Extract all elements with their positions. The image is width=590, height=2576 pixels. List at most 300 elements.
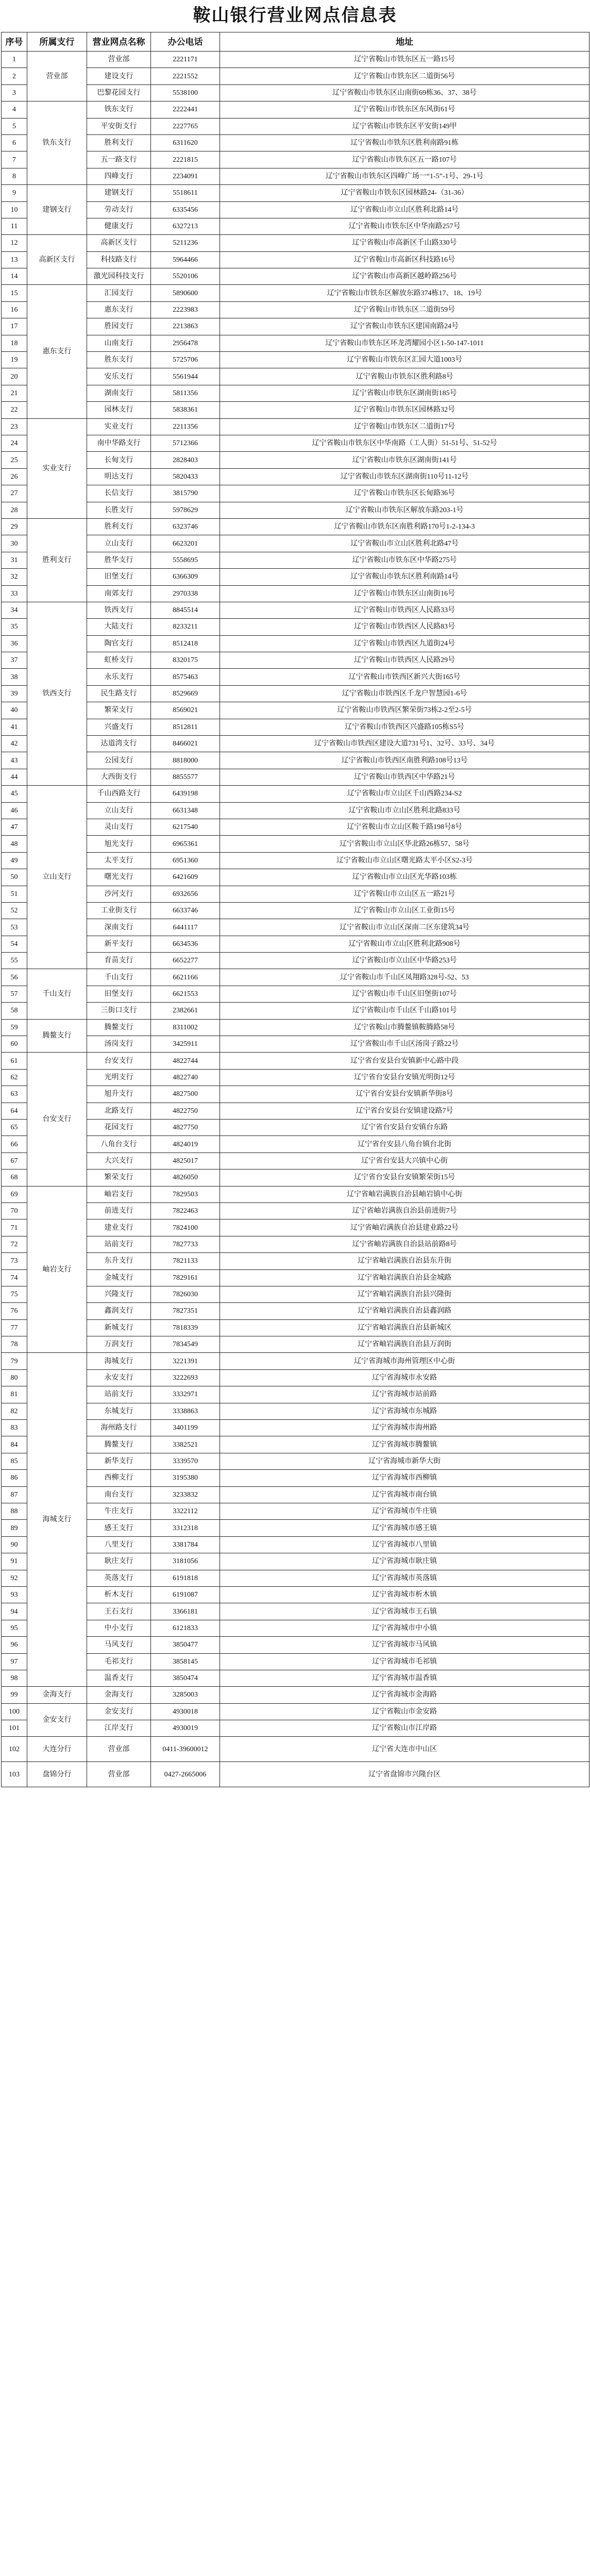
cell-outlet: 王石支行 — [87, 1603, 151, 1620]
cell-address: 辽宁省海城市中小镇 — [220, 1620, 589, 1636]
cell-outlet: 五一路支行 — [87, 151, 151, 168]
table-row — [2, 52, 589, 68]
cell-outlet: 建业支行 — [87, 1219, 151, 1236]
cell-seq: 45 — [2, 786, 27, 802]
cell-address: 辽宁省岫岩满族自治县东升街 — [220, 1253, 589, 1269]
cell-outlet: 胜华支行 — [87, 552, 151, 568]
cell-address: 辽宁省鞍山市铁西区建设大道731号1、32号、33号、34号 — [220, 736, 589, 752]
table-row — [2, 752, 589, 769]
cell-address: 辽宁省海城市新华大街 — [220, 1453, 589, 1469]
cell-phone: 8569021 — [151, 702, 220, 719]
table-row — [2, 1603, 589, 1620]
table-row — [2, 1762, 589, 1787]
cell-phone: 8818000 — [151, 752, 220, 769]
table-row — [2, 1269, 589, 1286]
cell-phone: 8233211 — [151, 619, 220, 635]
cell-outlet: 陶官支行 — [87, 635, 151, 652]
cell-outlet: 激光园科技支行 — [87, 268, 151, 285]
cell-phone: 3181056 — [151, 1553, 220, 1570]
cell-address: 辽宁省鞍山市铁西区九道街24号 — [220, 635, 589, 652]
cell-outlet: 万润支行 — [87, 1336, 151, 1353]
cell-phone: 3815790 — [151, 485, 220, 502]
table-row — [2, 936, 589, 952]
table-row — [2, 919, 589, 936]
cell-address: 辽宁省鞍山市铁东区中华南路（工人街）51-51号、51-52号 — [220, 435, 589, 451]
cell-phone: 0411-39600012 — [151, 1737, 220, 1762]
cell-outlet: 铁西支行 — [87, 602, 151, 618]
cell-seq: 91 — [2, 1553, 27, 1570]
table-row — [2, 218, 589, 234]
table-row — [2, 635, 589, 652]
cell-outlet: 东城支行 — [87, 1403, 151, 1419]
cell-seq: 27 — [2, 485, 27, 502]
cell-branch: 立山支行 — [27, 786, 87, 969]
cell-outlet: 大西街支行 — [87, 769, 151, 785]
cell-branch: 岫岩支行 — [27, 1186, 87, 1353]
cell-seq: 72 — [2, 1236, 27, 1252]
cell-address: 辽宁省鞍山市铁东区长甸路36号 — [220, 485, 589, 502]
cell-seq: 56 — [2, 969, 27, 986]
cell-seq: 9 — [2, 185, 27, 201]
cell-phone: 6335456 — [151, 201, 220, 218]
cell-seq: 84 — [2, 1436, 27, 1453]
cell-address: 辽宁省鞍山市铁东区建国南路24号 — [220, 318, 589, 335]
cell-phone: 4827500 — [151, 1086, 220, 1103]
cell-address: 辽宁省海城市八里镇 — [220, 1536, 589, 1553]
cell-phone: 6965361 — [151, 836, 220, 852]
cell-phone: 6439198 — [151, 786, 220, 802]
cell-address: 辽宁省海城市腾鳌镇 — [220, 1436, 589, 1453]
cell-address: 辽宁省鞍山市铁东区五一路15号 — [220, 52, 589, 68]
cell-phone: 7827351 — [151, 1303, 220, 1319]
table-row — [2, 769, 589, 785]
cell-phone: 7824100 — [151, 1219, 220, 1236]
cell-phone: 6951360 — [151, 852, 220, 869]
cell-phone: 8512811 — [151, 719, 220, 735]
table-row — [2, 702, 589, 719]
cell-seq: 69 — [2, 1186, 27, 1202]
cell-seq: 75 — [2, 1286, 27, 1302]
cell-seq: 28 — [2, 502, 27, 518]
cell-seq: 77 — [2, 1319, 27, 1336]
table-row — [2, 1003, 589, 1019]
cell-outlet: 感王支行 — [87, 1520, 151, 1536]
cell-seq: 8 — [2, 168, 27, 184]
cell-branch: 金海支行 — [27, 1687, 87, 1703]
cell-phone: 5520106 — [151, 268, 220, 285]
cell-phone: 4930019 — [151, 1720, 220, 1737]
table-row — [2, 685, 589, 702]
table-row — [2, 535, 589, 552]
cell-seq: 10 — [2, 201, 27, 218]
cell-phone: 6441117 — [151, 919, 220, 936]
cell-address: 辽宁省鞍山市铁东区园林路32号 — [220, 402, 589, 418]
cell-outlet: 千山支行 — [87, 969, 151, 986]
cell-outlet: 安乐支行 — [87, 368, 151, 385]
table-row — [2, 1536, 589, 1553]
cell-outlet: 营业部 — [87, 1762, 151, 1787]
cell-branch: 营业部 — [27, 52, 87, 101]
table-row — [2, 719, 589, 735]
cell-phone: 6421609 — [151, 869, 220, 886]
cell-seq: 39 — [2, 685, 27, 702]
cell-outlet: 腾鳌支行 — [87, 1436, 151, 1453]
cell-address: 辽宁省鞍山市立山区胜利北路14号 — [220, 201, 589, 218]
cell-outlet: 南台支行 — [87, 1486, 151, 1503]
cell-address: 辽宁省岫岩满族自治县岫岩镇中心街 — [220, 1186, 589, 1202]
table-row — [2, 969, 589, 986]
cell-seq: 79 — [2, 1353, 27, 1369]
cell-address: 辽宁省鞍山市铁西区中华路21号 — [220, 769, 589, 785]
cell-seq: 81 — [2, 1386, 27, 1403]
cell-address: 辽宁省鞍山市立山区胜利北路47号 — [220, 535, 589, 552]
cell-address: 辽宁省岫岩满族自治县万润街 — [220, 1336, 589, 1353]
cell-outlet: 育苗支行 — [87, 953, 151, 969]
cell-seq: 96 — [2, 1637, 27, 1653]
cell-outlet: 东升支行 — [87, 1253, 151, 1269]
cell-seq: 66 — [2, 1136, 27, 1153]
cell-phone: 8529669 — [151, 685, 220, 702]
cell-address: 辽宁省台安县台安镇光明街12号 — [220, 1069, 589, 1086]
cell-address: 辽宁省鞍山市铁东区二道街17号 — [220, 418, 589, 435]
table-row — [2, 569, 589, 585]
cell-branch: 金安支行 — [27, 1703, 87, 1737]
table-row — [2, 802, 589, 819]
cell-seq: 65 — [2, 1120, 27, 1136]
cell-address: 辽宁省岫岩满族自治县建业路22号 — [220, 1219, 589, 1236]
cell-address: 辽宁省海城市站前路 — [220, 1386, 589, 1403]
cell-phone: 3858145 — [151, 1653, 220, 1670]
cell-phone: 4822744 — [151, 1053, 220, 1069]
cell-outlet: 金城支行 — [87, 1269, 151, 1286]
cell-address: 辽宁省鞍山市铁东区南胜利路170号1-2-134-3 — [220, 518, 589, 535]
table-row — [2, 134, 589, 151]
header-seq: 序号 — [2, 32, 27, 52]
cell-address: 辽宁省海城市永安路 — [220, 1369, 589, 1386]
cell-seq: 5 — [2, 118, 27, 134]
cell-phone: 8311002 — [151, 1019, 220, 1036]
cell-address: 辽宁省鞍山市铁东区五一路107号 — [220, 151, 589, 168]
cell-outlet: 南郊支行 — [87, 585, 151, 602]
table-row — [2, 1369, 589, 1386]
cell-seq: 18 — [2, 335, 27, 351]
table-row — [2, 669, 589, 685]
cell-phone: 2221552 — [151, 68, 220, 84]
cell-seq: 60 — [2, 1036, 27, 1053]
cell-address: 辽宁省鞍山市立山区深南二区东建筑34号 — [220, 919, 589, 936]
table-row — [2, 886, 589, 902]
cell-address: 辽宁省鞍山市铁东区胜利路8号 — [220, 368, 589, 385]
cell-seq: 101 — [2, 1720, 27, 1737]
cell-seq: 50 — [2, 869, 27, 886]
cell-phone: 7826030 — [151, 1286, 220, 1302]
cell-phone: 6621166 — [151, 969, 220, 986]
cell-phone: 6633746 — [151, 902, 220, 919]
cell-outlet: 中小支行 — [87, 1620, 151, 1636]
cell-seq: 1 — [2, 52, 27, 68]
cell-address: 辽宁省海城市牛庄镇 — [220, 1503, 589, 1519]
cell-phone: 5811356 — [151, 385, 220, 401]
cell-phone: 6652277 — [151, 953, 220, 969]
table-row — [2, 1286, 589, 1302]
cell-phone: 5538100 — [151, 84, 220, 101]
cell-phone: 2213863 — [151, 318, 220, 335]
cell-address: 辽宁省鞍山市立山区胜利北路908号 — [220, 936, 589, 952]
table-row — [2, 435, 589, 451]
cell-seq: 12 — [2, 235, 27, 251]
cell-outlet: 深南支行 — [87, 919, 151, 936]
table-row — [2, 1637, 589, 1653]
table-row — [2, 268, 589, 285]
cell-address: 辽宁省海城市海州路 — [220, 1420, 589, 1436]
cell-seq: 53 — [2, 919, 27, 936]
cell-address: 辽宁省鞍山市立山区曙光路太平小区S2-3号 — [220, 852, 589, 869]
table-row — [2, 736, 589, 752]
table-row — [2, 1620, 589, 1636]
cell-phone: 4824019 — [151, 1136, 220, 1153]
cell-seq: 63 — [2, 1086, 27, 1103]
table-row — [2, 368, 589, 385]
table-row — [2, 1202, 589, 1219]
cell-outlet: 大陆支行 — [87, 619, 151, 635]
cell-address: 辽宁省海城市金海路 — [220, 1687, 589, 1703]
cell-seq: 13 — [2, 251, 27, 268]
cell-phone: 3285003 — [151, 1687, 220, 1703]
cell-outlet: 牛庄支行 — [87, 1503, 151, 1519]
cell-outlet: 长胜支行 — [87, 502, 151, 518]
cell-phone: 5964466 — [151, 251, 220, 268]
table-row — [2, 118, 589, 134]
cell-address: 辽宁省鞍山市铁东区二道街56号 — [220, 68, 589, 84]
cell-phone: 3381784 — [151, 1536, 220, 1553]
cell-seq: 44 — [2, 769, 27, 785]
table-row — [2, 1653, 589, 1670]
cell-seq: 55 — [2, 953, 27, 969]
table-row — [2, 352, 589, 368]
cell-outlet: 胜园支行 — [87, 318, 151, 335]
table-row — [2, 1436, 589, 1453]
table-row — [2, 1670, 589, 1686]
cell-seq: 3 — [2, 84, 27, 101]
table-row — [2, 819, 589, 835]
cell-outlet: 花园支行 — [87, 1120, 151, 1136]
cell-address: 辽宁省鞍山市铁东区解放东路374栋17、18、19号 — [220, 285, 589, 301]
cell-outlet: 八角台支行 — [87, 1136, 151, 1153]
cell-address: 辽宁省鞍山市立山区五一路21号 — [220, 886, 589, 902]
table-row — [2, 1486, 589, 1503]
cell-phone: 6191818 — [151, 1570, 220, 1586]
cell-seq: 29 — [2, 518, 27, 535]
cell-phone: 4930018 — [151, 1703, 220, 1720]
table-row — [2, 1703, 589, 1720]
table-row — [2, 1586, 589, 1603]
cell-address: 辽宁省鞍山市铁东区四峰广场一“1-5”-1号、29-1号 — [220, 168, 589, 184]
table-row — [2, 1520, 589, 1536]
cell-seq: 73 — [2, 1253, 27, 1269]
cell-phone: 6366309 — [151, 569, 220, 585]
cell-outlet: 旭光支行 — [87, 836, 151, 852]
cell-address: 辽宁省台安县大兴镇中心街 — [220, 1153, 589, 1169]
cell-outlet: 灵山支行 — [87, 819, 151, 835]
cell-branch: 台安支行 — [27, 1053, 87, 1186]
cell-seq: 26 — [2, 468, 27, 485]
cell-phone: 6634536 — [151, 936, 220, 952]
cell-branch: 铁东支行 — [27, 101, 87, 185]
cell-phone: 3339570 — [151, 1453, 220, 1469]
cell-address: 辽宁省鞍山市江岸路 — [220, 1720, 589, 1737]
table-row — [2, 518, 589, 535]
cell-address: 辽宁省鞍山市立山区光华路103栋 — [220, 869, 589, 886]
table-row — [2, 1319, 589, 1336]
cell-seq: 23 — [2, 418, 27, 435]
cell-branch: 大连分行 — [27, 1737, 87, 1762]
table-row — [2, 1103, 589, 1119]
cell-phone: 5725706 — [151, 352, 220, 368]
cell-phone: 5561944 — [151, 368, 220, 385]
table-row — [2, 235, 589, 251]
cell-seq: 86 — [2, 1470, 27, 1486]
cell-seq: 31 — [2, 552, 27, 568]
cell-seq: 83 — [2, 1420, 27, 1436]
cell-seq: 35 — [2, 619, 27, 635]
cell-address: 辽宁省鞍山市铁东区汇园大道1003号 — [220, 352, 589, 368]
cell-phone: 6327213 — [151, 218, 220, 234]
cell-outlet: 耿庄支行 — [87, 1553, 151, 1570]
cell-phone: 2970338 — [151, 585, 220, 602]
cell-outlet: 永安支行 — [87, 1369, 151, 1386]
table-row — [2, 285, 589, 301]
cell-seq: 70 — [2, 1202, 27, 1219]
header-phone: 办公电话 — [151, 32, 220, 52]
cell-seq: 25 — [2, 452, 27, 468]
cell-outlet: 山南支行 — [87, 335, 151, 351]
table-row — [2, 986, 589, 1002]
cell-phone: 8855577 — [151, 769, 220, 785]
cell-outlet: 建设支行 — [87, 68, 151, 84]
table-row — [2, 1036, 589, 1053]
cell-phone: 8466021 — [151, 736, 220, 752]
header-outlet: 营业网点名称 — [87, 32, 151, 52]
cell-phone: 6311620 — [151, 134, 220, 151]
cell-outlet: 腾鳌支行 — [87, 1019, 151, 1036]
cell-phone: 6191087 — [151, 1586, 220, 1603]
cell-seq: 4 — [2, 101, 27, 118]
table-row — [2, 953, 589, 969]
cell-address: 辽宁省鞍山市高新区科技路16号 — [220, 251, 589, 268]
cell-address: 辽宁省鞍山市铁西区千龙户智慧园1-6号 — [220, 685, 589, 702]
table-row — [2, 1186, 589, 1202]
table-row — [2, 1553, 589, 1570]
cell-phone: 2223983 — [151, 301, 220, 318]
cell-seq: 102 — [2, 1737, 27, 1762]
page-title: 鞍山银行营业网点信息表 — [193, 6, 397, 25]
cell-phone: 2221171 — [151, 52, 220, 68]
cell-seq: 2 — [2, 68, 27, 84]
cell-phone: 5820433 — [151, 468, 220, 485]
cell-address: 辽宁省台安县台安镇建设路7号 — [220, 1103, 589, 1119]
cell-outlet: 营业部 — [87, 52, 151, 68]
cell-seq: 68 — [2, 1170, 27, 1186]
cell-outlet: 鑫润支行 — [87, 1303, 151, 1319]
cell-phone: 3233832 — [151, 1486, 220, 1503]
cell-outlet: 江岸支行 — [87, 1720, 151, 1737]
cell-seq: 17 — [2, 318, 27, 335]
cell-address: 辽宁省鞍山市铁东区湖南街141号 — [220, 452, 589, 468]
cell-address: 辽宁省鞍山市立山区工业街15号 — [220, 902, 589, 919]
cell-seq: 24 — [2, 435, 27, 451]
cell-address: 辽宁省鞍山市高新区千山路330号 — [220, 235, 589, 251]
cell-seq: 90 — [2, 1536, 27, 1553]
table-row — [2, 1336, 589, 1353]
cell-outlet: 光明支行 — [87, 1069, 151, 1086]
cell-outlet: 南中华路支行 — [87, 435, 151, 451]
cell-branch: 高新区支行 — [27, 235, 87, 285]
cell-address: 辽宁省鞍山市铁东区解放东路203-1号 — [220, 502, 589, 518]
cell-phone: 3221391 — [151, 1353, 220, 1369]
table-row — [2, 852, 589, 869]
cell-outlet: 旧堡支行 — [87, 986, 151, 1002]
cell-seq: 32 — [2, 569, 27, 585]
table-row — [2, 1303, 589, 1319]
cell-phone: 4822750 — [151, 1103, 220, 1119]
cell-outlet: 营业部 — [87, 1737, 151, 1762]
cell-phone: 3850477 — [151, 1637, 220, 1653]
cell-address: 辽宁省鞍山市千山区千山路101号 — [220, 1003, 589, 1019]
cell-address: 辽宁省鞍山市铁东区园林路24-（31-36） — [220, 185, 589, 201]
cell-seq: 37 — [2, 652, 27, 669]
table-row — [2, 251, 589, 268]
cell-address: 辽宁省台安县台安镇新华街8号 — [220, 1086, 589, 1103]
cell-outlet: 胜利支行 — [87, 134, 151, 151]
cell-seq: 93 — [2, 1586, 27, 1603]
table-header-row — [2, 32, 589, 52]
cell-phone: 2234091 — [151, 168, 220, 184]
table-row — [2, 1136, 589, 1153]
cell-address: 辽宁省岫岩满族自治县站前路8号 — [220, 1236, 589, 1252]
cell-seq: 46 — [2, 802, 27, 819]
cell-phone: 4822740 — [151, 1069, 220, 1086]
cell-address: 辽宁省鞍山市高新区越岭路256号 — [220, 268, 589, 285]
cell-address: 辽宁省海城市温香镇 — [220, 1670, 589, 1686]
cell-outlet: 马风支行 — [87, 1637, 151, 1653]
cell-phone: 5890600 — [151, 285, 220, 301]
cell-phone: 3338863 — [151, 1403, 220, 1419]
table-row — [2, 1053, 589, 1069]
cell-address: 辽宁省鞍山市铁东区湖南街185号 — [220, 385, 589, 401]
cell-address: 辽宁省海城市南台镇 — [220, 1486, 589, 1503]
table-row — [2, 1470, 589, 1486]
table-row — [2, 1720, 589, 1737]
cell-outlet: 惠东支行 — [87, 301, 151, 318]
cell-phone: 7818339 — [151, 1319, 220, 1336]
cell-phone: 2222441 — [151, 101, 220, 118]
cell-seq: 88 — [2, 1503, 27, 1519]
cell-address: 辽宁省岫岩满族自治县兴隆街 — [220, 1286, 589, 1302]
table-row — [2, 1737, 589, 1762]
cell-seq: 78 — [2, 1336, 27, 1353]
cell-seq: 82 — [2, 1403, 27, 1419]
cell-phone: 3332971 — [151, 1386, 220, 1403]
cell-phone: 8320175 — [151, 652, 220, 669]
table-row — [2, 468, 589, 485]
cell-outlet: 平安街支行 — [87, 118, 151, 134]
cell-address: 辽宁省岫岩满族自治县金城路 — [220, 1269, 589, 1286]
cell-address: 辽宁省鞍山市铁东区二道街59号 — [220, 301, 589, 318]
cell-outlet: 民生路支行 — [87, 685, 151, 702]
cell-outlet: 永乐支行 — [87, 669, 151, 685]
cell-phone: 2956478 — [151, 335, 220, 351]
cell-seq: 89 — [2, 1520, 27, 1536]
